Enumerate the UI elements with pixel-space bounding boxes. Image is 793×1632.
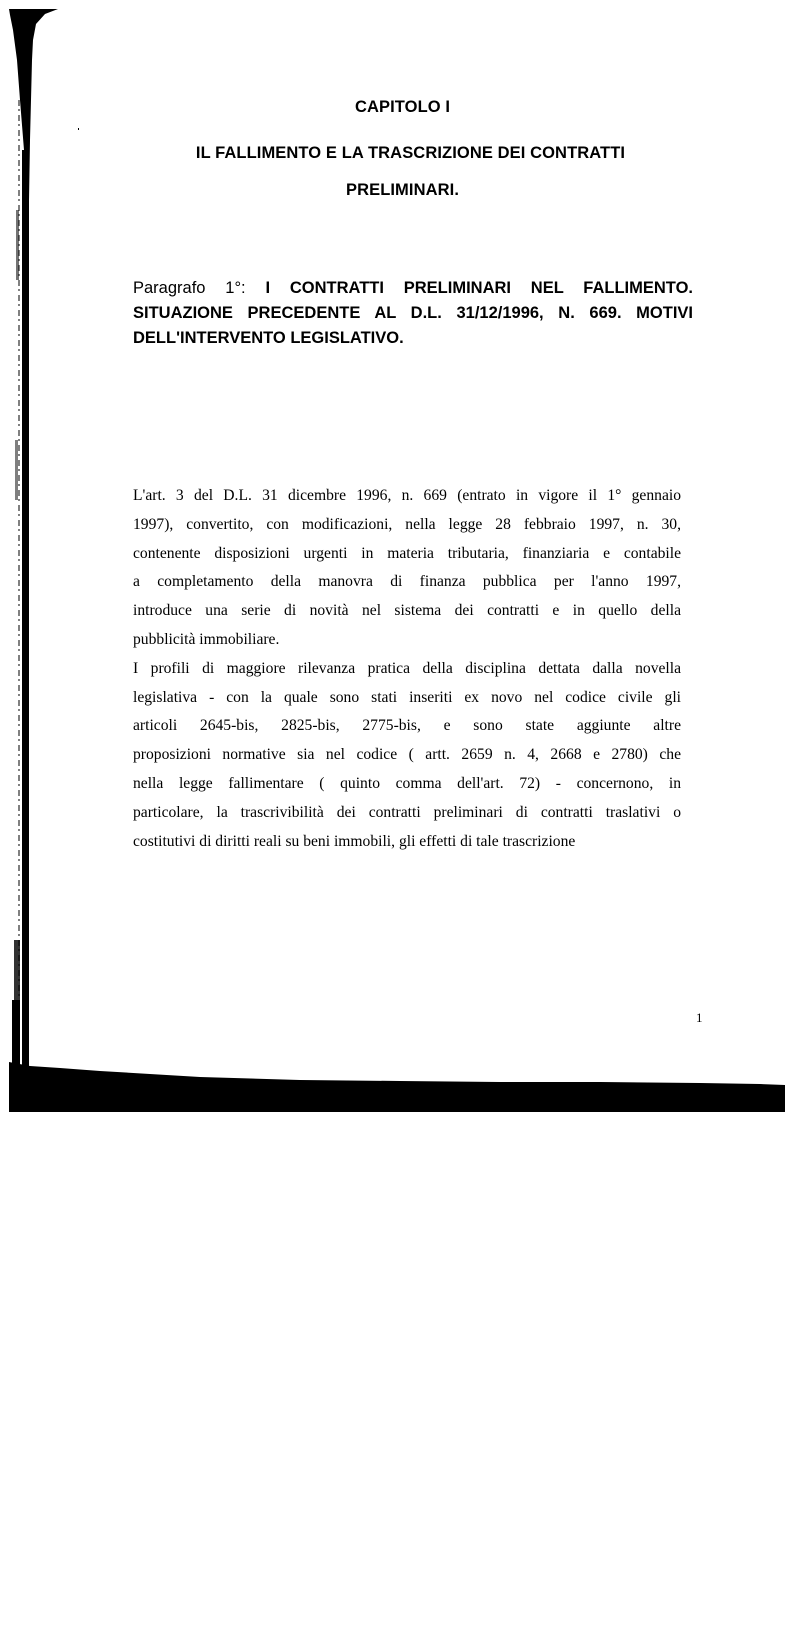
scan-speck [78,128,79,130]
body-text [133,482,681,856]
section-title-line-3: DELL'INTERVENTO LEGISLATIVO. [133,329,404,347]
chapter-title-line-1: IL FALLIMENTO E LA TRASCRIZIONE DEI CONTRATTI [195,144,626,162]
paragraph-1 [133,482,681,655]
section-title-line-2: SITUAZIONE PRECEDENTE AL D.L. 31/12/1996, N. 669. MOTIVI [133,304,693,322]
paragraph-line: costitutivi di diritti reali su beni immobili, gli effetti di tale trascrizione [133,832,576,850]
paragraph-line: particolare, la trascrivibilità dei contratti preliminari di contratti traslativi o [133,803,681,821]
scan-bottom-border [0,1040,793,1120]
section-heading [133,276,693,351]
scan-left-border [0,0,60,1115]
paragraph-line: 1997), convertito, con modificazioni, nella legge 28 febbraio 1997, n. 30, [133,515,681,533]
paragraph-line: articoli 2645-bis, 2825-bis, 2775-bis, e sono state aggiunte altre [133,717,681,735]
paragraph-line: legislativa - con la quale sono stati inseriti ex novo nel codice civile gli [133,688,681,706]
page-number: 1 [696,1010,703,1025]
paragraph-line: pubblicità immobiliare. [133,630,280,648]
paragraph-line: I profili di maggiore rilevanza pratica della disciplina dettata dalla novella [133,659,681,677]
paragraph-line: introduce una serie di novità nel sistema dei contratti e in quello della [133,602,681,620]
section-heading-line-1 [133,276,693,301]
paragraph-2 [133,655,681,857]
chapter-label: CAPITOLO I [354,98,451,116]
paragraph-line: contenente disposizioni urgenti in materia tributaria, finanziaria e contabile [133,544,681,562]
paragraph-line: proposizioni normative sia nel codice ( artt. 2659 n. 4, 2668 e 2780) che [133,746,681,764]
section-title-line-1: I CONTRATTI PRELIMINARI NEL FALLIMENTO. [265,279,693,297]
paragraph-line: a completamento della manovra di finanza pubblica per l'anno 1997, [133,573,681,591]
paragraph-line: nella legge fallimentare ( quinto comma dell'art. 72) - concernono, in [133,774,681,792]
section-label: Paragrafo 1°: [133,279,246,297]
paragraph-line: L'art. 3 del D.L. 31 dicembre 1996, n. 669 (entrato in vigore il 1° gennaio [133,487,681,504]
scan-bottom-band [9,1062,785,1112]
scan-vertical-bar [22,150,29,1070]
chapter-title-line-2: PRELIMINARI. [345,181,460,199]
